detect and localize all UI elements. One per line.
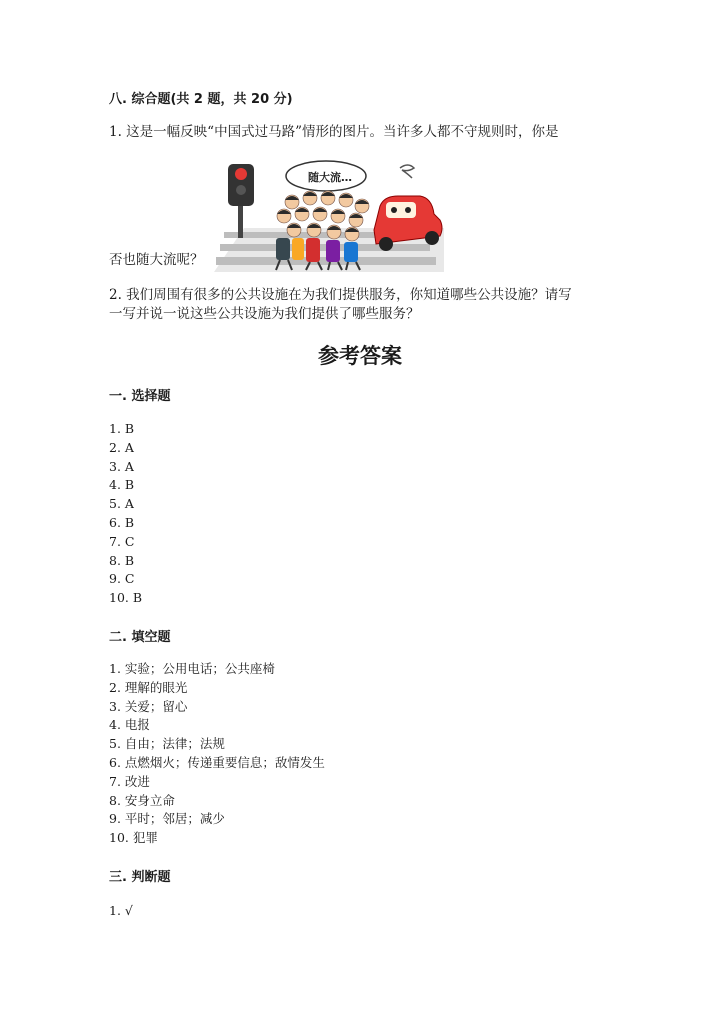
section-heading-choice: 一. 选择题: [109, 389, 171, 404]
fill-in-answer-item: 2. 理解的眼光: [109, 679, 188, 695]
choice-answer-item: 8. B: [109, 552, 135, 568]
fill-in-answer-item: 4. 电报: [109, 717, 150, 733]
jaywalking-illustration: [214, 158, 444, 272]
fill-in-answer-item: 3. 关爱；留心: [109, 698, 188, 714]
choice-answer-item: 6. B: [109, 514, 135, 530]
fill-in-answer-list: [109, 660, 325, 848]
choice-answer-item: 1. B: [109, 421, 135, 436]
answer-key-title: 参考答案: [318, 344, 402, 368]
fill-in-answer-item: 1. 实验；公用电话；公共座椅: [109, 661, 275, 676]
traffic-light-pole: [238, 202, 243, 238]
choice-answer-item: 9. C: [109, 571, 135, 587]
choice-answer-item: 4. B: [109, 477, 135, 493]
fill-in-answer-item: 7. 改进: [109, 773, 150, 789]
fill-in-answer-item: 9. 平时；邻居；减少: [109, 811, 225, 827]
fill-in-answer-item: 8. 安身立命: [109, 792, 175, 808]
question-1-line-1: 1. 这是一幅反映“中国式过马路”情形的图片。当许多人都不守规则时，你是: [109, 124, 559, 140]
choice-answer-list: [109, 420, 142, 608]
fill-in-answer-item: 5. 自由；法律；法规: [109, 736, 225, 752]
section-heading-judgment: 三. 判断题: [109, 870, 171, 885]
section-heading-fill-in: 二. 填空题: [109, 630, 171, 645]
question-2-line-2: 一写并说一说这些公共设施为我们提供了哪些服务？: [109, 306, 420, 322]
question-1-line-2: 否也随大流呢？: [109, 252, 204, 268]
fill-in-answer-item: 10. 犯罪: [109, 830, 158, 846]
choice-answer-item: 2. A: [109, 439, 134, 455]
choice-answer-item: 5. A: [109, 496, 134, 512]
question-2-line-1: 2. 我们周围有很多的公共设施在为我们提供服务，你知道哪些公共设施？请写: [109, 287, 572, 303]
choice-answer-item: 3. A: [109, 458, 134, 474]
speech-bubble-text: 随大流…: [308, 171, 352, 184]
fill-in-answer-item: 6. 点燃烟火；传递重要信息；敌情发生: [109, 754, 325, 770]
judgment-answer-item: 1. √: [109, 903, 133, 918]
choice-answer-item: 10. B: [109, 590, 143, 606]
judgment-answer-list: [109, 902, 133, 921]
choice-answer-item: 7. C: [109, 533, 135, 549]
section-heading-comprehensive: 八. 综合题(共 2 题，共 20 分): [109, 92, 293, 107]
